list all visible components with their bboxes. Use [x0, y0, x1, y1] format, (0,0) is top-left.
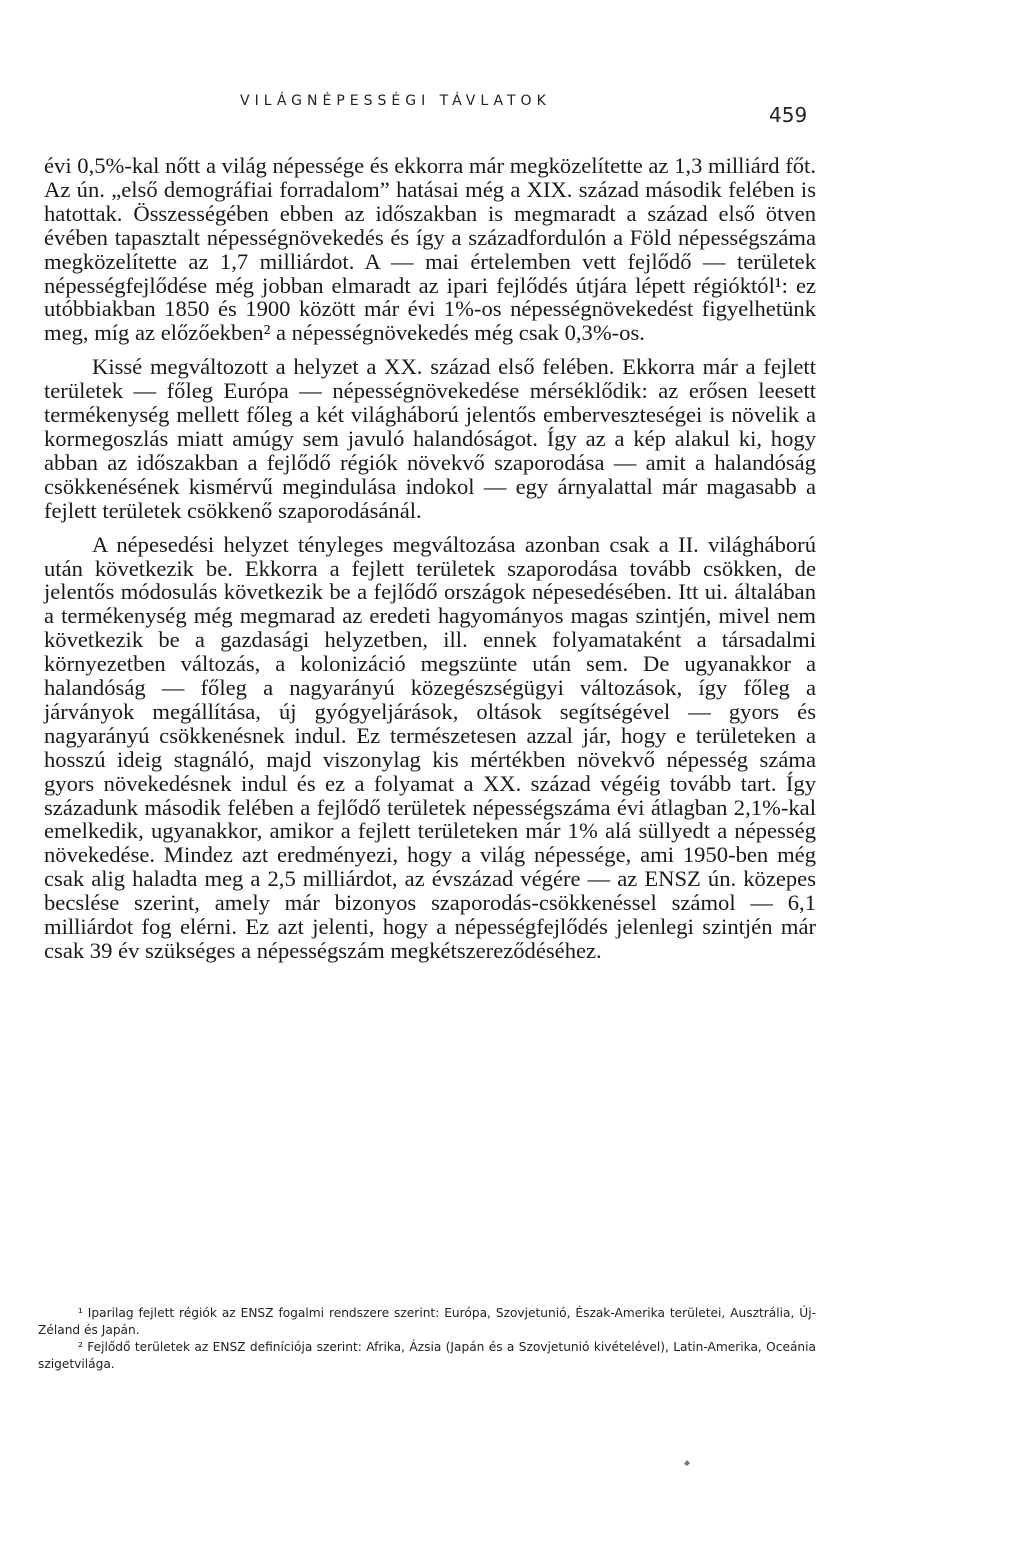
- ink-mark: [682, 1458, 692, 1468]
- footnote-1: ¹ Iparilag fejlett régiók az ENSZ fogalmi rendszere szerint: Európa, Szovjetunió, Észak-Amerika területei, Ausztrália, Új-Zéland és Japán.: [38, 1306, 816, 1337]
- paragraph: évi 0,5%-kal nőtt a világ népessége és ekkorra már megközelítette az 1,3 milliárd főt. Az ún. „első demográfiai forradalom” hatásai még a XIX. század második felében is hatottak. Összességében ebben az időszakban is megmaradt a század első ötven évében tapasztalt népességnövekedés és így a századfordulón a Föld népességszáma megközelítette az 1,7 milliárdot. A — mai értelemben vett fejlődő — területek népességfejlődése még jobban elmaradt az ipari fejlődés útjára lépett régióktól¹: ez utóbbiakban 1850 és 1900 között már évi 1%-os népességnövekedést figyelhetünk meg, míg az előzőekben² a népességnövekedés még csak 0,3%-os.: [44, 153, 816, 346]
- paragraph: Kissé megváltozott a helyzet a XX. század első felében. Ekkorra már a fejlett területek — főleg Európa — népességnövekedése mérséklődik: az erősen leesett termékenység mellett főleg a két világháború jelentős emberveszteségei is növelik a kormegoszlás miatt amúgy sem javuló halandóságot. Így az a kép alakul ki, hogy abban az időszakban a fejlődő régiók növekvő szaporodása — amit a halandóság csökkenésének kismérvű megindulása indokol — egy árnyalattal már magasabb a fejlett területek csökkenő szaporodásánál.: [44, 354, 816, 523]
- running-head: VILÁGNÉPESSÉGI TÁVLATOK: [240, 93, 551, 109]
- paragraph: A népesedési helyzet tényleges megváltozása azonban csak a II. világháború után következik be. Ekkorra a fejlett területek szaporodása tovább csökken, de jelentős módosulás következik be a fejlődő országok népesedésében. Itt ui. általában a termékenység még megmarad az eredeti hagyományos magas szintjén, mivel nem következik be a gazdasági helyzetben, ill. ennek folyamataként a társadalmi környezetben változás, a kolonizáció megszünte után sem. De ugyanakkor a halandóság — főleg a nagyarányú közegészségügyi változások, így főleg a járványok megállítása, új gyógyeljárások, oltások segítségével — gyors és nagyarányú csökkenésnek indul. Ez természetesen azzal jár, hogy e területeken a hosszú ideig stagnáló, majd viszonylag kis mértékben növekvő népesség száma gyors növekedésnek indul és ez a folyamat a XX. század végéig tovább tart. Így századunk második felében a fejlődő területek népességszáma évi átlagban 2,1%-kal emelkedik, ugyanakkor, amikor a fejlett területeken már 1% alá süllyedt a népesség növekedése. Mindez azt eredményezi, hogy a világ népessége, ami 1950-ben még csak alig haladta meg a 2,5 milliárdot, az évszázad végére — az ENSZ ún. közepes becslése szerint, amely már bizonyos szaporodás-csökkenéssel számol — 6,1 milliárdot fog elérni. Ez azt jelenti, hogy a népességfejlődés jelenlegi szintjén már csak 39 év szükséges a népességszám megkétszereződéséhez.: [44, 531, 816, 963]
- footnote-2: ² Fejlődő területek az ENSZ definíciója szerint: Afrika, Ázsia (Japán és a Szovjetunió kivételével), Latin-Amerika, Oceánia szigetvilága.: [38, 1340, 816, 1371]
- footnotes: [38, 1305, 816, 1373]
- page-number: 459: [769, 103, 808, 127]
- body-text: [44, 154, 816, 963]
